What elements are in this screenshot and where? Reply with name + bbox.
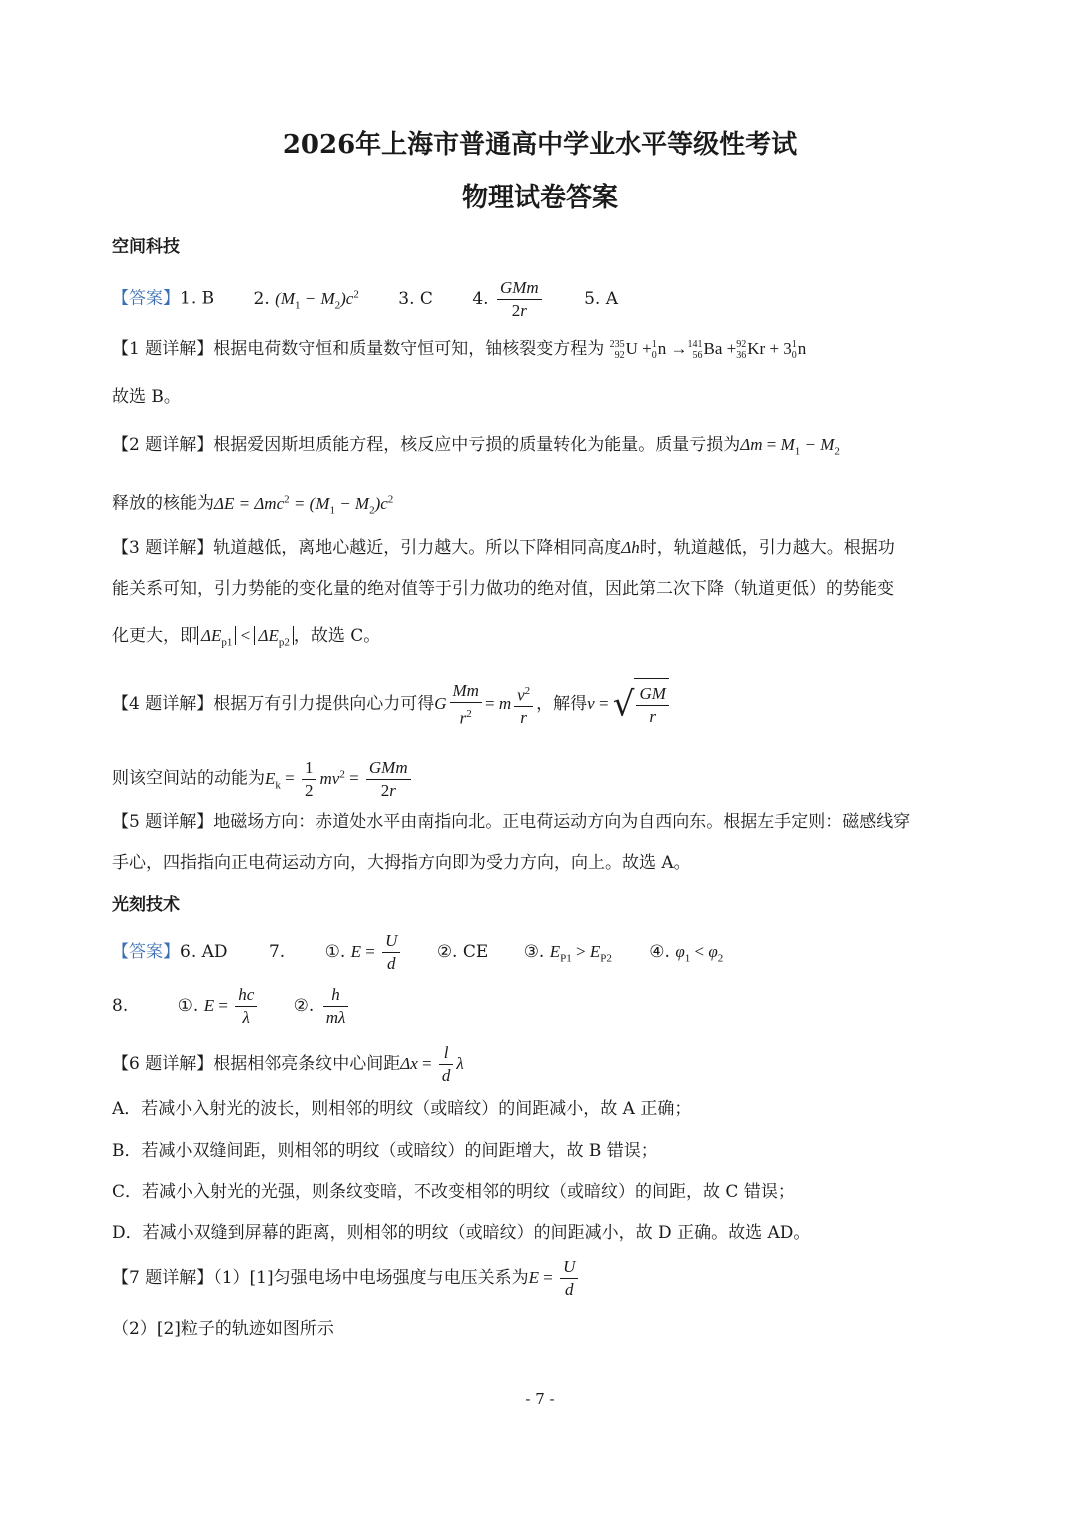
answer-tag: 【答案】 xyxy=(112,942,180,962)
q4-kinetic-energy: 则该空间站的动能为$E_k$ = $\frac{1}{2}$ $mv^2$ = $\frac{\text{GMm}}{2r}$ xyxy=(112,748,414,811)
q6-explanation: 【6 题详解】根据相邻亮条纹中心间距Δx = $\frac{l}{d}$ λ xyxy=(112,1043,464,1085)
q1-explanation: 【1 题详解】根据电荷数守恒和质量数守恒可知，铀核裂变方程为 235 92U +1 0n →141 56Ba +92 36Kr + 31 0n xyxy=(112,339,807,362)
q3-line-2: 能关系可知，引力势能的变化量的绝对值等于引力做功的绝对值，因此第二次下降（轨道更低）的势能变 xyxy=(112,579,894,599)
answer-line-1: 【答案】1. B 2. $(M_1 - M_2)c^2$ 3. C 4. $\frac{\text{GMm}}{2r}$ 5. A xyxy=(112,277,618,320)
q5-line-1: 【5 题详解】地磁场方向：赤道处水平由南指向北。正电荷运动方向为自西向东。根据左手定则：磁感线穿 xyxy=(112,812,911,832)
answer-tag: 【答案】 xyxy=(112,288,180,309)
q1-conclusion: 故选 B。 xyxy=(112,387,181,407)
q6-option-c: C．若减小入射光的光强，则条纹变暗，不改变相邻的明纹（或暗纹）的间距，故 C 错误； xyxy=(112,1182,795,1202)
q7-line-2: （2）[2]粒子的轨迹如图所示 xyxy=(112,1319,334,1339)
q6-option-a: A．若减小入射光的波长，则相邻的明纹（或暗纹）的间距减小，故 A 正确； xyxy=(112,1099,692,1119)
q3-line-1: 【3 题详解】轨道越低，离地心越近，引力越大。所以下降相同高度Δh时，轨道越低，引力越大。根据功 xyxy=(112,538,895,558)
q7-line-1: 【7 题详解】（1）[1]匀强电场中电场强度与电压关系为E = $\frac{U}{d}$ xyxy=(112,1254,581,1302)
exam-subtitle: 物理试卷答案 xyxy=(461,183,618,213)
q2-explanation: 【2 题详解】根据爱因斯坦质能方程，核反应中亏损的质量转化为能量。质量亏损为$\Delta m = M_1 - M_2$ xyxy=(112,435,840,458)
q2-energy-line: 释放的核能为$\Delta E = \Delta mc^2 = (M_1 - M_2)c^2$ xyxy=(112,493,394,517)
q6-option-d: D．若减小双缝到屏幕的距离，则相邻的明纹（或暗纹）的间距减小，故 D 正确。故选 AD。 xyxy=(112,1223,811,1243)
q6-option-b: B．若减小双缝间距，则相邻的明纹（或暗纹）的间距增大，故 B 错误； xyxy=(112,1141,658,1161)
section-heading-space-tech: 空间科技 xyxy=(112,237,180,257)
answer-line-2: 【答案】6. AD 7. ①. E = $\frac{U}{d}$ ②. CE ③. $E_{P1} > E_{P2}$ ④. $\varphi_1 < \varphi_2$ xyxy=(112,931,724,973)
answer-4-fraction: $\frac{\text{GMm}}{2r}$ xyxy=(497,277,542,322)
q5-line-2: 手心，四指指向正电荷运动方向，大拇指方向即为受力方向，向上。故选 A。 xyxy=(112,853,691,873)
answer-2-formula: $(M_1 - M_2)c^2$ xyxy=(275,288,359,312)
q4-explanation: 【4 题详解】根据万有引力提供向心力可得G $\frac{Mm}{r^2}$ = m $\frac{v^2}{r}$ ，解得v = √ $\frac{GM}{r}$ xyxy=(112,678,669,731)
answer-line-3: 8. ①. E = $\frac{hc}{\lambda}$ ②. $\frac{h}{m\lambda}$ xyxy=(112,982,351,1030)
exam-title: 2026年上海市普通高中学业水平等级性考试 xyxy=(282,130,798,160)
fission-equation: 235 92U +1 0n →141 56Ba +92 36Kr + 31 0n xyxy=(609,339,807,362)
section-heading-lithography: 光刻技术 xyxy=(112,895,180,915)
q3-line-3: 化更大，即 $\Delta E_{p1} < \Delta E_{p2}$ ，故选 C。 xyxy=(112,626,381,649)
page-number: - 7 - xyxy=(525,1390,555,1408)
